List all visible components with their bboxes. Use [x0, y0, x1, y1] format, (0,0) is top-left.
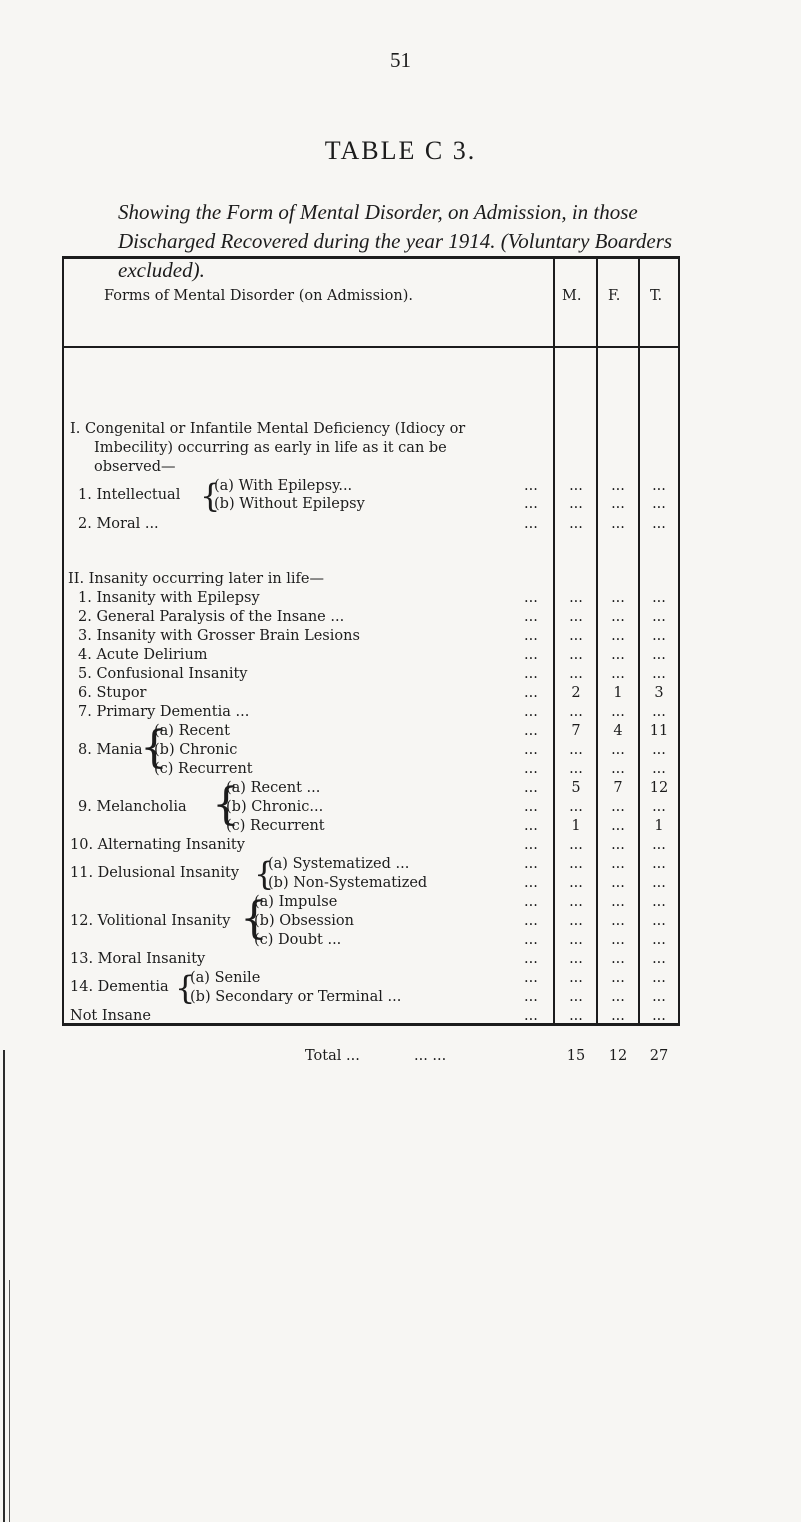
brace-delusional: { — [254, 855, 275, 893]
cell-t: ... — [652, 1008, 666, 1024]
cell-m: ... — [569, 970, 583, 986]
cell-t: ... — [652, 761, 666, 777]
total-label: Total ... — [305, 1048, 360, 1064]
leader-dots: ... — [524, 894, 538, 910]
cell-f: 7 — [613, 780, 623, 796]
cell-m: ... — [569, 761, 583, 777]
total-m: 15 — [566, 1048, 586, 1064]
cell-t: ... — [652, 590, 666, 606]
leader-dots: ... — [524, 590, 538, 606]
row-moral-insanity: 13. Moral Insanity — [70, 951, 206, 967]
row-volitional: 12. Volitional Insanity — [70, 913, 231, 929]
table-caption: Showing the Form of Mental Disorder, on Admission, in those Discharged Recovered during the year 1914. (Voluntary Boarders excluded). — [118, 200, 673, 282]
row-dem-a: (a) Senile — [190, 970, 261, 986]
brace-volitional: { — [240, 893, 268, 944]
leader-dots: ... — [524, 951, 538, 967]
table-title: TABLE C 3. — [324, 136, 477, 165]
cell-m: ... — [569, 894, 583, 910]
cell-t: ... — [652, 970, 666, 986]
cell-m: ... — [569, 647, 583, 663]
cell-t: ... — [652, 932, 666, 948]
cell-m: ... — [569, 478, 583, 494]
leader-dots: ... — [524, 1008, 538, 1024]
page-edge-line-2 — [9, 1280, 10, 1522]
row-moral: 2. Moral ... — [78, 516, 159, 532]
leader-dots: ... — [524, 647, 538, 663]
row-intellectual-b: (b) Without Epilepsy — [214, 496, 365, 512]
cell-m: ... — [569, 666, 583, 682]
row-vol-b: (b) Obsession — [254, 913, 354, 929]
leader-dots: ... — [524, 723, 538, 739]
cell-f: ... — [611, 875, 625, 891]
leader-dots: ... — [524, 799, 538, 815]
leader-dots: ... — [524, 913, 538, 929]
leader-dots: ... — [524, 818, 538, 834]
cell-m: ... — [569, 989, 583, 1005]
row-2-6: 6. Stupor — [78, 685, 147, 701]
cell-t: ... — [652, 856, 666, 872]
cell-m: ... — [569, 704, 583, 720]
row-2-7: 7. Primary Dementia ... — [78, 704, 250, 720]
cell-m: ... — [569, 742, 583, 758]
cell-t: ... — [652, 837, 666, 853]
leader-dots: ... — [524, 666, 538, 682]
leader-dots: ... — [524, 856, 538, 872]
cell-f: ... — [611, 913, 625, 929]
cell-m: ... — [569, 856, 583, 872]
cell-t: ... — [652, 666, 666, 682]
page-number: 51 — [390, 48, 411, 72]
cell-f: ... — [611, 609, 625, 625]
leader-dots: ... — [524, 837, 538, 853]
cell-m: ... — [569, 516, 583, 532]
cell-f: ... — [611, 496, 625, 512]
cell-m: ... — [569, 609, 583, 625]
cell-t: ... — [652, 951, 666, 967]
brace-melancholia: { — [212, 779, 240, 830]
leader-dots: ... — [524, 932, 538, 948]
cell-f: 1 — [613, 685, 623, 701]
row-mania: 8. Mania — [78, 742, 143, 758]
cell-m: 1 — [571, 818, 581, 834]
leader-dots: ... — [524, 989, 538, 1005]
cell-m: ... — [569, 932, 583, 948]
cell-t: ... — [652, 913, 666, 929]
cell-m: 2 — [571, 685, 581, 701]
row-mel-c: (c) Recurrent — [226, 818, 325, 834]
cell-m: ... — [569, 837, 583, 853]
cell-t: ... — [652, 894, 666, 910]
cell-m: ... — [569, 628, 583, 644]
cell-m: ... — [569, 951, 583, 967]
page-edge-line — [3, 1050, 5, 1522]
section-1-heading: I. Congenital or Infantile Mental Deficiency (Idiocy or — [70, 421, 466, 437]
row-not-insane: Not Insane — [70, 1008, 151, 1024]
row-del-a: (a) Systematized ... — [268, 856, 410, 872]
leader-dots: ... — [524, 761, 538, 777]
header-rule — [62, 346, 680, 348]
cell-m: ... — [569, 799, 583, 815]
cell-t: ... — [652, 628, 666, 644]
total-f: 12 — [608, 1048, 628, 1064]
row-delusional: 11. Delusional Insanity — [70, 865, 240, 881]
cell-f: ... — [611, 818, 625, 834]
cell-f: ... — [611, 1008, 625, 1024]
cell-t: ... — [652, 875, 666, 891]
cell-f: ... — [611, 837, 625, 853]
brace-mania: { — [140, 722, 168, 773]
leader-dots: ... — [524, 496, 538, 512]
cell-f: ... — [611, 478, 625, 494]
cell-t: 11 — [649, 723, 669, 739]
row-mania-c: (c) Recurrent — [154, 761, 253, 777]
cell-f: ... — [611, 742, 625, 758]
cell-t: ... — [652, 704, 666, 720]
section-2-heading: II. Insanity occurring later in life— — [68, 571, 325, 587]
cell-m: ... — [569, 496, 583, 512]
cell-f: 4 — [613, 723, 623, 739]
leader-dots: ... — [524, 780, 538, 796]
cell-f: ... — [611, 970, 625, 986]
leader-dots: ... — [524, 704, 538, 720]
leader-dots: ... — [524, 609, 538, 625]
cell-f: ... — [611, 761, 625, 777]
leader-dots: ... — [524, 628, 538, 644]
leader-dots: ... — [524, 685, 538, 701]
row-del-b: (b) Non-Systematized — [268, 875, 428, 891]
cell-f: ... — [611, 628, 625, 644]
cell-m: ... — [569, 875, 583, 891]
row-2-5: 5. Confusional Insanity — [78, 666, 248, 682]
leader-dots: ... — [524, 516, 538, 532]
row-dementia: 14. Dementia — [70, 979, 169, 995]
row-2-4: 4. Acute Delirium — [78, 647, 208, 663]
row-vol-c: (c) Doubt ... — [254, 932, 342, 948]
cell-f: ... — [611, 799, 625, 815]
cell-t: ... — [652, 989, 666, 1005]
row-2-2: 2. General Paralysis of the Insane ... — [78, 609, 345, 625]
cell-t: ... — [652, 478, 666, 494]
cell-t: ... — [652, 799, 666, 815]
section-1-heading-3: observed— — [94, 459, 176, 475]
cell-f: ... — [611, 932, 625, 948]
cell-f: ... — [611, 894, 625, 910]
row-dem-b: (b) Secondary or Terminal ... — [190, 989, 402, 1005]
cell-t: ... — [652, 647, 666, 663]
cell-f: ... — [611, 951, 625, 967]
row-intellectual: 1. Intellectual — [78, 487, 181, 503]
row-intellectual-a: (a) With Epilepsy... — [214, 478, 353, 494]
header-t: T. — [650, 288, 663, 304]
cell-f: ... — [611, 647, 625, 663]
cell-f: ... — [611, 856, 625, 872]
leader-dots: ... — [524, 875, 538, 891]
cell-t: 3 — [654, 685, 664, 701]
col-divider-m — [553, 256, 555, 1023]
cell-f: ... — [611, 590, 625, 606]
row-mel-a: (a) Recent ... — [226, 780, 321, 796]
section-1-heading-2: Imbecility) occurring as early in life as it can be — [94, 440, 447, 456]
row-2-3: 3. Insanity with Grosser Brain Lesions — [78, 628, 360, 644]
row-mel-b: (b) Chronic... — [226, 799, 324, 815]
cell-t: ... — [652, 496, 666, 512]
row-mania-b: (b) Chronic — [154, 742, 238, 758]
cell-f: ... — [611, 704, 625, 720]
leader-dots: ... — [524, 478, 538, 494]
cell-f: ... — [611, 666, 625, 682]
total-t: 27 — [649, 1048, 669, 1064]
cell-t: 1 — [654, 818, 664, 834]
cell-f: ... — [611, 989, 625, 1005]
cell-m: 5 — [571, 780, 581, 796]
header-m: M. — [562, 288, 582, 304]
cell-f: ... — [611, 516, 625, 532]
row-mania-a: (a) Recent — [154, 723, 230, 739]
col-divider-left — [62, 256, 64, 1023]
brace-dementia: { — [175, 969, 196, 1007]
row-2-1: 1. Insanity with Epilepsy — [78, 590, 260, 606]
row-alternating: 10. Alternating Insanity — [70, 837, 245, 853]
cell-t: ... — [652, 742, 666, 758]
leader-dots: ... — [524, 742, 538, 758]
cell-t: 12 — [649, 780, 669, 796]
cell-m: ... — [569, 590, 583, 606]
cell-t: ... — [652, 609, 666, 625]
cell-m: ... — [569, 1008, 583, 1024]
row-vol-a: (a) Impulse — [254, 894, 338, 910]
row-melancholia: 9. Melancholia — [78, 799, 187, 815]
header-f: F. — [608, 288, 621, 304]
cell-m: ... — [569, 913, 583, 929]
brace-intellectual: { — [200, 477, 221, 515]
total-leader-dots: ... ... — [414, 1048, 447, 1064]
cell-m: 7 — [571, 723, 581, 739]
leader-dots: ... — [524, 970, 538, 986]
header-form: Forms of Mental Disorder (on Admission). — [104, 288, 414, 304]
cell-t: ... — [652, 516, 666, 532]
